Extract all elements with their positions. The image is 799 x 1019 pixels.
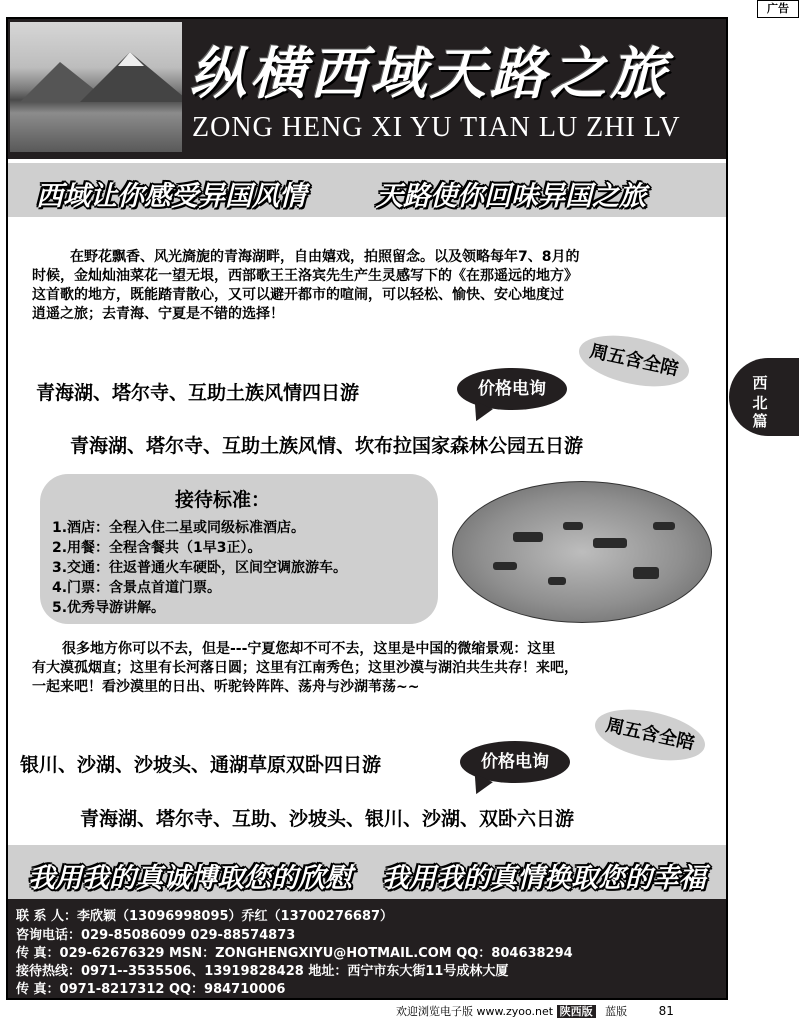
- contact-fax-qq: 传 真：0971-8217312 QQ：984710006: [16, 982, 286, 997]
- route-6day: 青海湖、塔尔寺、互助、沙坡头、银川、沙湖、双卧六日游: [80, 808, 575, 830]
- bottom-bar-text: 欢迎浏览电子版 www.zyoo.net: [396, 1005, 554, 1018]
- lake-photo: [452, 481, 712, 623]
- price-call-badge-2: 价格电询: [460, 741, 570, 783]
- edition-label: 蓝版: [605, 1005, 628, 1018]
- edition-box: 陕西版: [557, 1005, 596, 1018]
- friday-badge-2: 周五含全陪: [590, 701, 709, 769]
- friday-badge-1: 周五含全陪: [574, 327, 693, 395]
- ad-tag: 广告: [757, 0, 799, 18]
- contact-phone: 咨询电话：029-85086099 029-88574873: [16, 928, 296, 943]
- page-number: 81: [658, 1004, 674, 1018]
- list-item: 3.交通：往返普通火车硬卧，区间空调旅游车。: [52, 560, 348, 576]
- list-item: 1.酒店：全程入住二星或同级标准酒店。: [52, 520, 306, 536]
- middle-paragraph: 很多地方你可以不去，但是---宁夏您却不可不去，这里是中国的微缩景观：这里 有大漠孤烟直；这里有长河落日圆；这里有江南秀色；这里沙漠与湖泊共生共存！来吧， 一起来吧！看沙漠里的日出、听驼铃阵阵、荡舟与沙湖苇荡~~: [32, 641, 578, 695]
- contact-person: 联 系 人：李欣颖（13096998095）乔红（13700276687）: [16, 909, 394, 924]
- top-banner-right: 天路使你回味异国之旅: [376, 181, 646, 212]
- list-item: 4.门票：含景点首道门票。: [52, 580, 222, 596]
- contact-fax-msn: 传 真：029-62676329 MSN：ZONGHENGXIYU@HOTMAIL.COM QQ：804638294: [16, 946, 573, 961]
- mountain-photo: [10, 22, 182, 152]
- bottom-banner-right: 我用我的真情换取您的幸福: [382, 863, 706, 894]
- list-item: 2.用餐：全程含餐共（1早3正）。: [52, 540, 262, 556]
- route-qinghai-5day: 青海湖、塔尔寺、互助土族风情、坎布拉国家森林公园五日游: [70, 435, 584, 457]
- standards-list: [52, 518, 347, 618]
- standards-title: 接待标准：: [175, 489, 271, 511]
- title-cn: 纵横西域天路之旅: [190, 41, 670, 107]
- contact-hotline-address: 接待热线：0971--3535506、13919828428 地址：西宁市东大街11号成林大厦: [16, 964, 509, 979]
- top-banner-left: 西域让你感受异国风情: [36, 181, 306, 212]
- bottom-banner-left: 我用我的真诚博取您的欣慰: [28, 863, 352, 894]
- side-tab-northwest: 西 北 篇: [729, 358, 799, 436]
- list-item: 5.优秀导游讲解。: [52, 600, 166, 616]
- price-call-badge-1: 价格电询: [457, 368, 567, 410]
- route-yinchuan-4day: 银川、沙湖、沙坡头、通湖草原双卧四日游: [20, 754, 382, 776]
- title-en: ZONG HENG XI YU TIAN LU ZHI LV: [192, 112, 681, 143]
- route-qinghai-4day: 青海湖、塔尔寺、互助土族风情四日游: [36, 382, 360, 404]
- intro-paragraph: 在野花飘香、风光旖旎的青海湖畔，自由嬉戏，拍照留念。以及领略每年7、8月的 时候，金灿灿油菜花一望无垠，西部歌王王洛宾先生产生灵感写下的《在那遥远的地方》 这首歌的地方，既能踏青散心，又可以避开都市的喧闹，可以轻松、愉快、安心地度过 逍遥之旅；去青海、宁夏是不错的选择！: [32, 249, 580, 322]
